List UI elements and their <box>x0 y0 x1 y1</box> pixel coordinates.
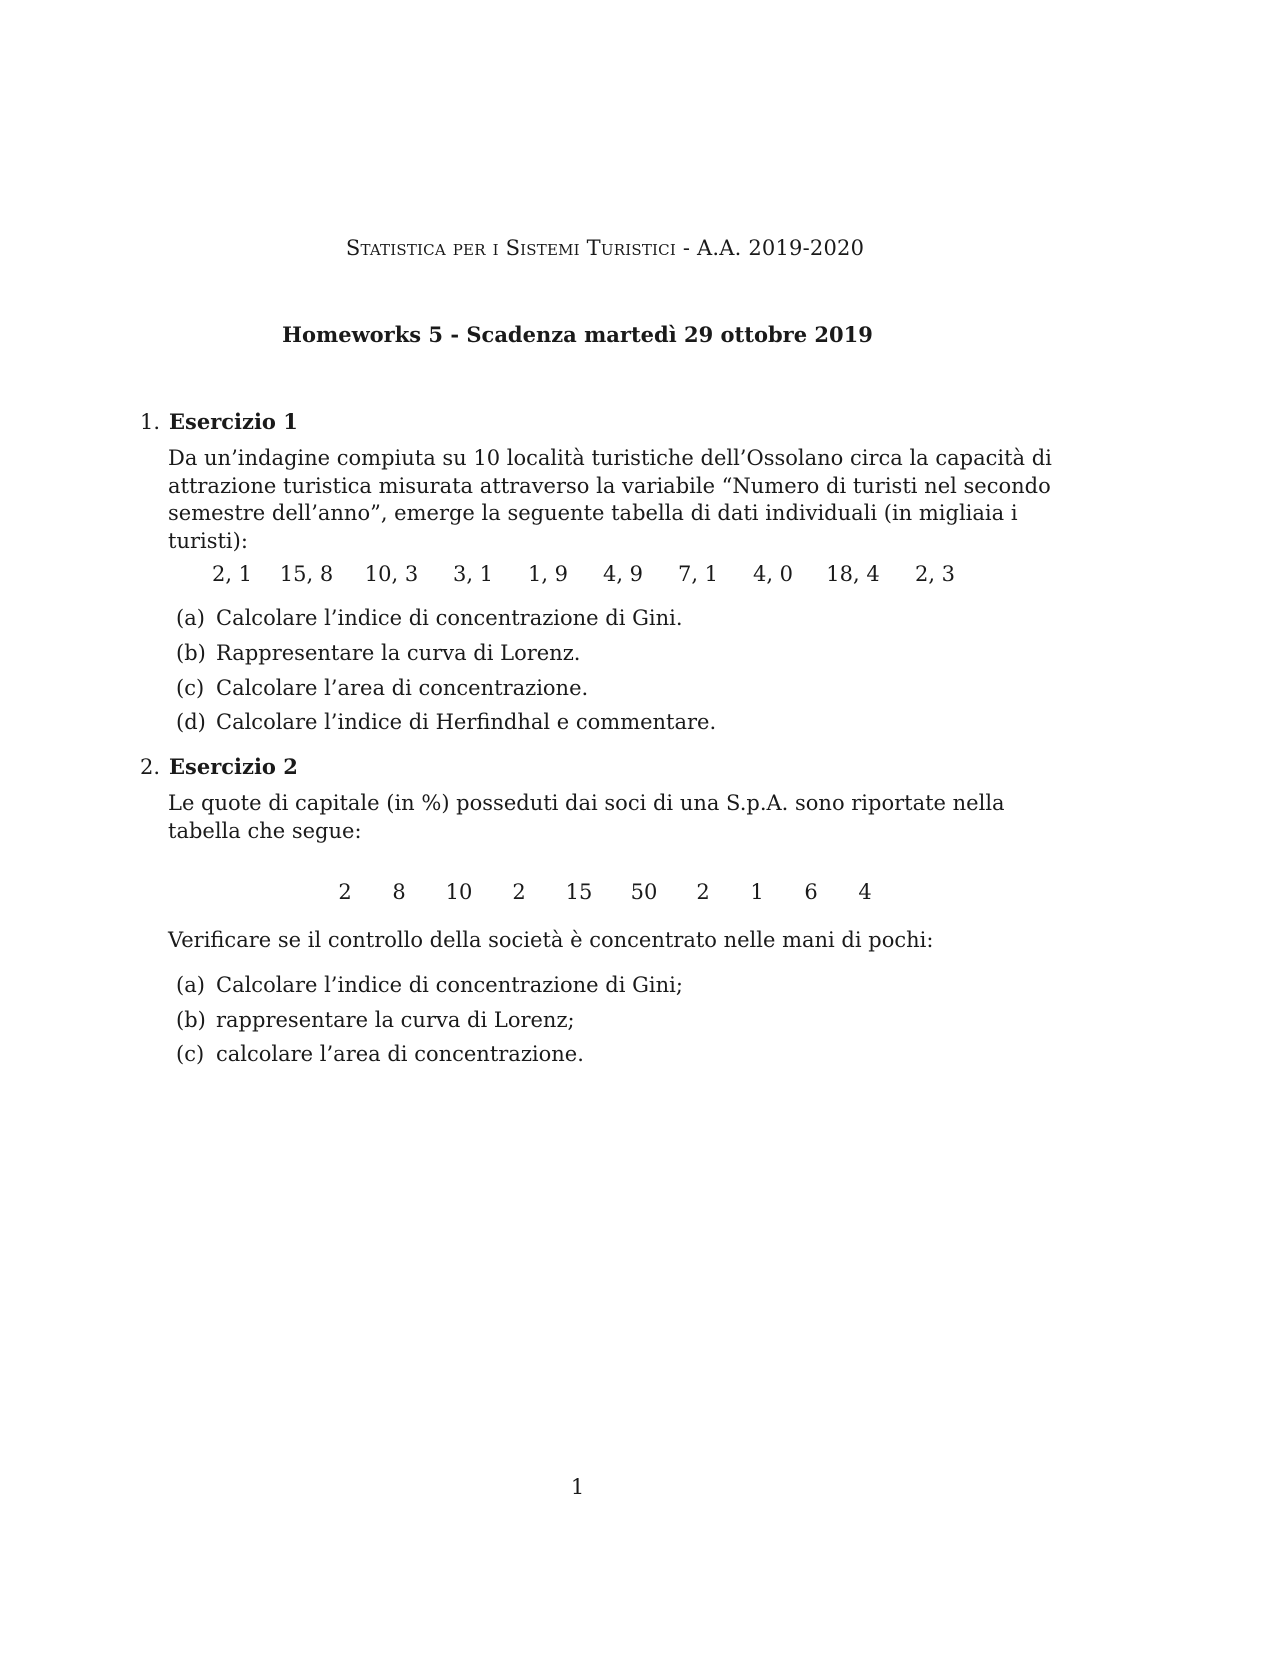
exercise-2-number: 2. <box>140 755 161 779</box>
data-value: 4, 0 <box>752 562 794 586</box>
data-value: 2 <box>338 880 352 904</box>
data-value: 15, 8 <box>279 562 334 586</box>
data-value: 10, 3 <box>364 562 419 586</box>
exercise-1-text: Da un’indagine compiuta su 10 località turistiche dell’Ossolano circa la capacità di attrazione turistica misurata attraverso la variabile “Numero di turisti nel secondo semestre dell’anno”, emerge la seguente tabella di dati individuali (in migliaia i turisti): <box>168 446 1052 553</box>
data-value: 3, 1 <box>452 562 494 586</box>
exercise-1-task-a: (a) Calcolare l’indice di concentrazione di Gini. <box>176 606 683 630</box>
exercise-1-task-d: (d) Calcolare l’indice di Herfindhal e commentare. <box>176 710 717 734</box>
data-value: 1 <box>750 880 764 904</box>
exercise-2-text: Le quote di capitale (in %) posseduti dai soci di una S.p.A. sono riportate nella tabella che segue: <box>168 791 1005 843</box>
data-value: 10 <box>445 880 473 904</box>
data-value: 7, 1 <box>677 562 719 586</box>
exercise-1-data-row <box>200 562 976 586</box>
data-value: 2, 3 <box>914 562 956 586</box>
exercise-1-task-b: (b) Rappresentare la curva di Lorenz. <box>176 641 581 665</box>
exercise-2-task-a: (a) Calcolare l’indice di concentrazione di Gini; <box>176 973 683 997</box>
data-value: 50 <box>630 880 658 904</box>
data-value: 4, 9 <box>602 562 644 586</box>
exercise-1-title: Esercizio 1 <box>169 409 298 434</box>
exercise-1-heading <box>140 409 298 434</box>
course-title: Statistica per i Sistemi Turistici - A.A. 2019-2020 <box>345 236 865 260</box>
data-value: 15 <box>565 880 593 904</box>
data-value: 6 <box>804 880 818 904</box>
exercise-2-heading <box>140 754 298 779</box>
data-value: 2 <box>696 880 710 904</box>
data-value: 2 <box>512 880 526 904</box>
data-value: 4 <box>858 880 872 904</box>
exercise-2-task-c: (c) calcolare l’area di concentrazione. <box>176 1042 584 1066</box>
exercise-2-title: Esercizio 2 <box>169 754 298 779</box>
data-value: 1, 9 <box>527 562 569 586</box>
page-number: 1 <box>570 1475 585 1499</box>
exercise-1-number: 1. <box>140 410 161 434</box>
data-value: 8 <box>392 880 406 904</box>
exercise-2-question: Verificare se il controllo della società è concentrato nelle mani di pochi: <box>168 928 934 952</box>
exercise-2-data-row <box>318 880 892 904</box>
data-value: 2, 1 <box>211 562 253 586</box>
exercise-2-task-b: (b) rappresentare la curva di Lorenz; <box>176 1008 575 1032</box>
data-value: 18, 4 <box>826 562 880 586</box>
exercise-1-task-c: (c) Calcolare l’area di concentrazione. <box>176 676 589 700</box>
homework-title: Homeworks 5 - Scadenza martedì 29 ottobre 2019 <box>282 322 873 347</box>
